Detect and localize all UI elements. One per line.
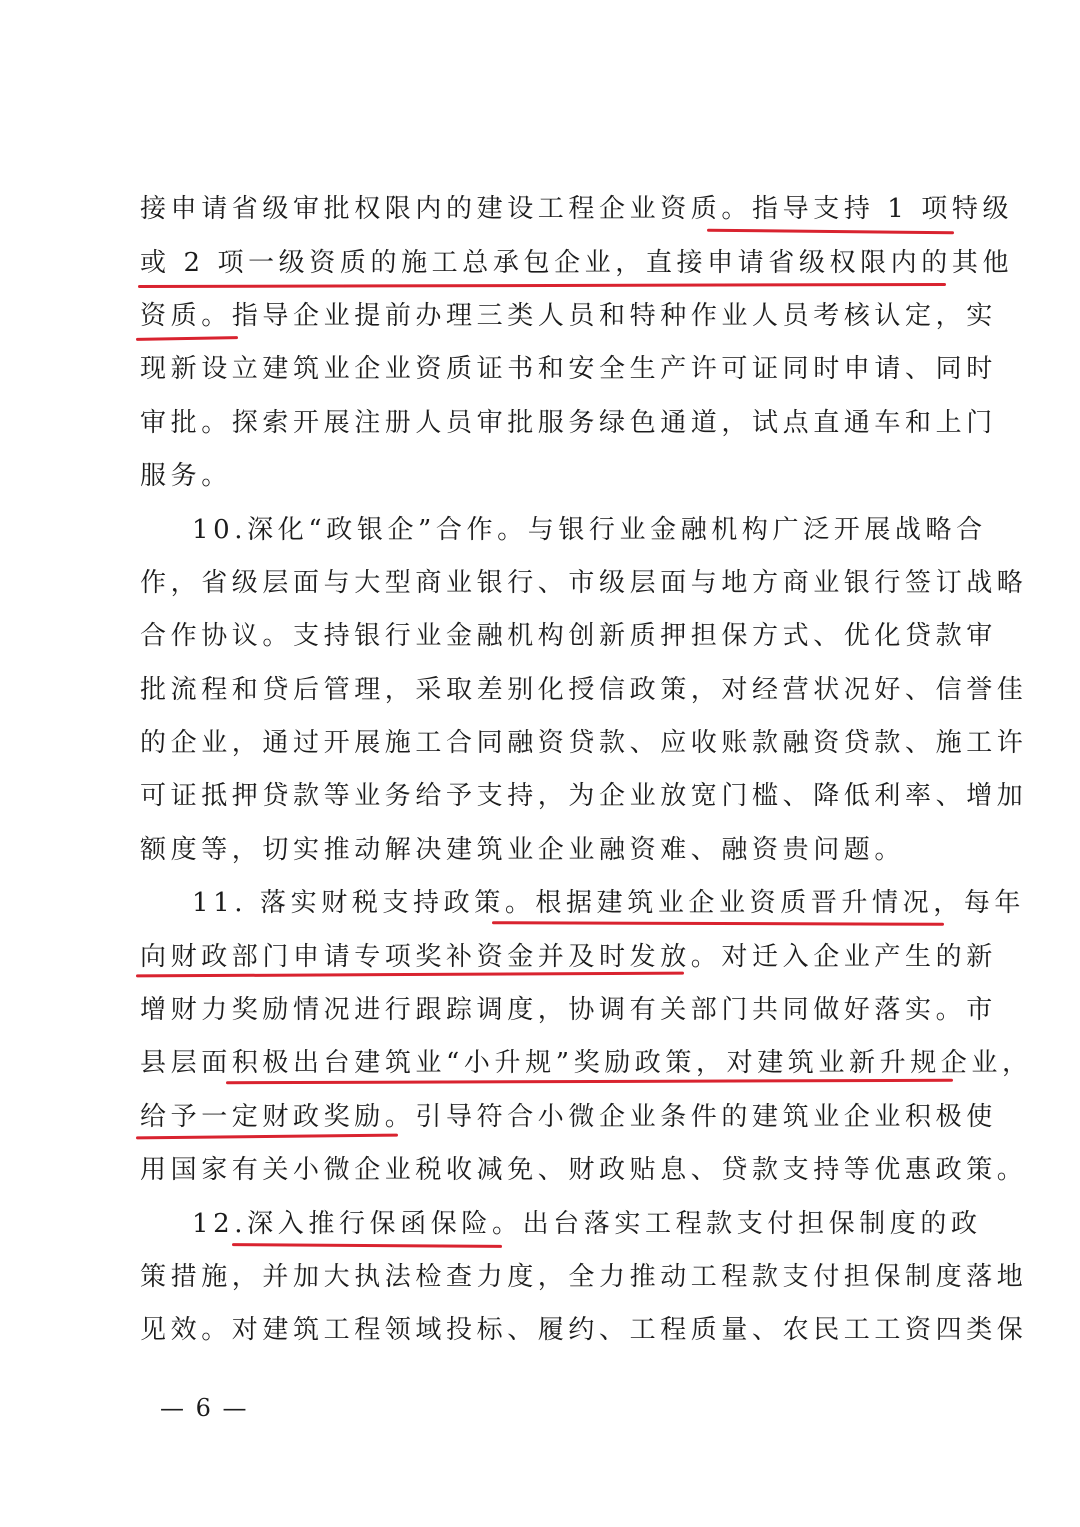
text-line [140, 615, 997, 657]
highlighted-text: 深入推行保函保险。 [247, 1209, 523, 1239]
text-line [140, 402, 997, 444]
text-line [140, 829, 940, 871]
highlighted-text: 或 2 项一级资质的施工总承包企业，直接申请省级权限内的其他 [140, 248, 1014, 278]
text-line [140, 669, 1028, 711]
text-segment: 的企业，通过开展施工合同融资贷款、应收账款融资贷款、施工许 [140, 728, 1028, 758]
text-segment: 现新设立建筑业企业资质证书和安全生产许可证同时申请、同时 [140, 354, 997, 384]
text-segment: 可证抵押贷款等业务给予支持，为企业放宽门槛、降低利率、增加 [140, 781, 1028, 811]
text-segment: 12. [192, 1209, 248, 1239]
text-line [140, 348, 997, 390]
text-segment: 服务。 [140, 461, 232, 491]
paragraph-heading-10 [192, 509, 987, 551]
page-number: — 6 — [160, 1394, 249, 1422]
text-segment: 县层面 [140, 1048, 232, 1078]
text-line [140, 562, 1028, 604]
text-line [140, 1096, 997, 1138]
red-underline [136, 336, 238, 341]
highlighted-text: 给予一定财政奖励。 [140, 1102, 416, 1132]
text-line [140, 1256, 1028, 1298]
red-underline [232, 1243, 502, 1248]
text-line [140, 722, 1028, 764]
highlighted-text: 积极出台建筑业“小升规”奖励政策，对建筑业新升规企业， [231, 1048, 1033, 1078]
highlighted-text: 向财政部门申请专项奖补资金并及时发放。 [140, 942, 722, 972]
text-segment: 策措施，并加大执法检查力度，全力推动工程款支付担保制度落地 [140, 1262, 1028, 1292]
paragraph-heading-11 [192, 882, 1026, 924]
text-line [140, 1042, 1033, 1084]
highlighted-text: 指导支持 1 项特级 [752, 194, 1014, 224]
paragraph-heading-12 [192, 1203, 982, 1245]
text-segment: 见效。对建筑工程领域投标、履约、工程质量、农民工工资四类保 [140, 1315, 1028, 1345]
text-segment: 接申请省级审批权限内的建设工程企业资质。 [140, 194, 753, 224]
text-segment: 11. 落实财税支持政策。 [192, 888, 536, 918]
text-line [140, 455, 940, 497]
highlighted-text: 根据建筑业企业资质晋升情况，每年 [535, 888, 1026, 918]
text-line [140, 188, 1014, 230]
text-line [140, 1149, 1028, 1191]
red-underline [492, 921, 944, 926]
text-segment: 合作协议。支持银行业金融机构创新质押担保方式、优化贷款审 [140, 621, 997, 651]
text-segment: 10.深化“政银企”合作。与银行业金融机构广泛开展战略合 [192, 515, 987, 545]
text-segment: 增财力奖励情况进行跟踪调度，协调有关部门共同做好落实。市 [140, 995, 997, 1025]
text-line [140, 242, 1014, 284]
text-segment: 引导符合小微企业条件的建筑业企业积极使 [415, 1102, 997, 1132]
text-segment: 对迁入企业产生的新 [721, 942, 997, 972]
text-line [140, 1309, 1028, 1351]
text-line [140, 775, 1028, 817]
highlighted-text: 资质。 [140, 301, 232, 331]
text-segment: 出台落实工程款支付担保制度的政 [522, 1209, 982, 1239]
text-segment: 审批。探索开展注册人员审批服务绿色通道，试点直通车和上门 [140, 408, 997, 438]
text-segment: 作，省级层面与大型商业银行、市级层面与地方商业银行签订战略 [140, 568, 1028, 598]
text-segment: 批流程和贷后管理，采取差别化授信政策，对经营状况好、信誉佳 [140, 675, 1028, 705]
text-segment: 用国家有关小微企业税收减免、财政贴息、贷款支持等优惠政策。 [140, 1155, 1028, 1185]
text-segment: 额度等，切实推动解决建筑业企业融资难、融资贵问题。 [140, 835, 906, 865]
text-segment: 指导企业提前办理三类人员和特种作业人员考核认定，实 [231, 301, 997, 331]
text-line [140, 295, 997, 337]
text-line [140, 989, 997, 1031]
